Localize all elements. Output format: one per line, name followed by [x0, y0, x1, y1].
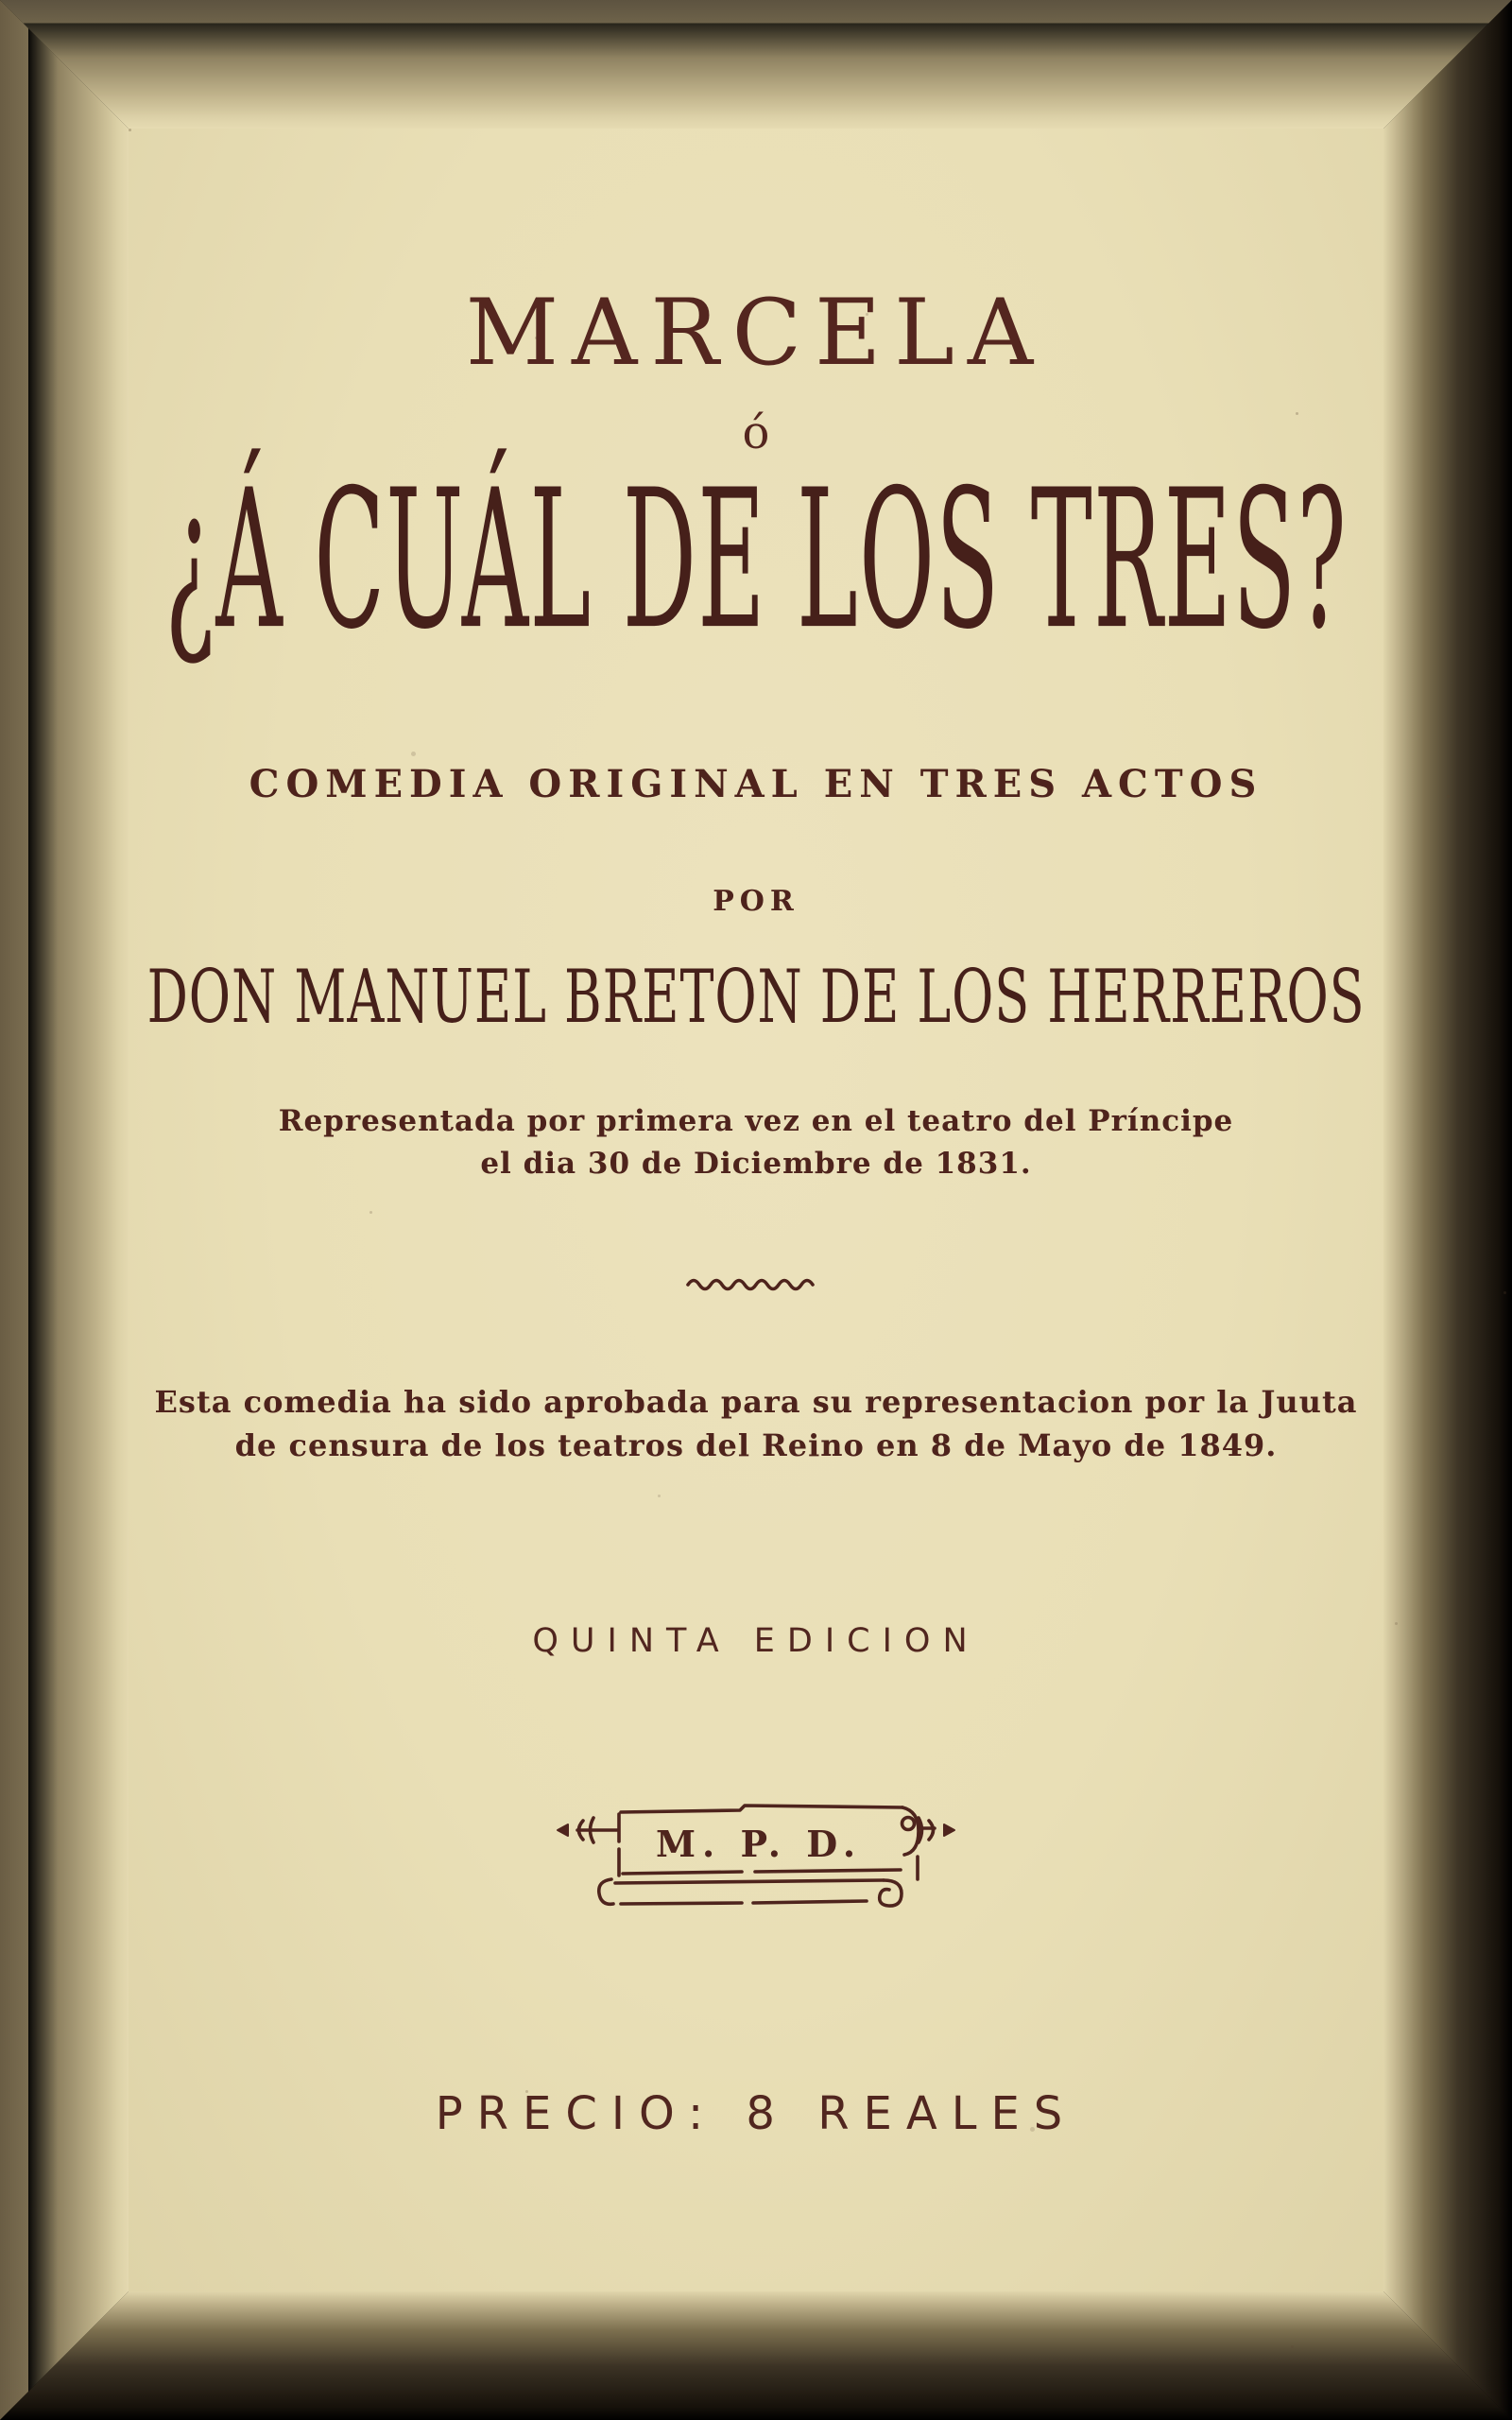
edition-note: QUINTA EDICION	[532, 1622, 980, 1660]
frame-bevel-bottom	[0, 2291, 1512, 2420]
book-title: MARCELA	[465, 280, 1047, 386]
main-title: ¿Á CUÁL DE LOS TRES?	[164, 449, 1348, 672]
emblem-row	[0, 1796, 1512, 1921]
premiere-line-1: Representada por primera vez en el teatro del Príncipe	[278, 1104, 1234, 1138]
approval-line-2: de censura de los teatros del Reino en 8 de Mayo de 1849.	[234, 1427, 1278, 1463]
premiere-note	[0, 1100, 1512, 1185]
price-line: PRECIO: 8 REALES	[435, 2087, 1077, 2140]
frame-bevel-top	[0, 0, 1512, 129]
paper-speckles	[129, 129, 131, 131]
approval-note	[0, 1380, 1512, 1467]
author-row	[0, 954, 1512, 1041]
squiggle-divider	[685, 1276, 827, 1291]
premiere-line-2: el dia 30 de Diciembre de 1831.	[480, 1147, 1032, 1181]
byline-prefix: POR	[713, 885, 799, 918]
main-title-row	[0, 449, 1512, 672]
approval-line-1: Esta comedia ha sido aprobada para su representacion por la Juuta	[154, 1384, 1358, 1420]
publisher-scroll-emblem	[553, 1796, 959, 1921]
title-conjunction: ó	[742, 406, 770, 459]
subtitle: COMEDIA ORIGINAL EN TRES ACTOS	[249, 762, 1263, 806]
author-name: DON MANUEL BRETON DE LOS HERREROS	[146, 954, 1366, 1041]
publisher-monogram: M. P. D.	[655, 1823, 863, 1865]
divider-row	[0, 1276, 1512, 1291]
